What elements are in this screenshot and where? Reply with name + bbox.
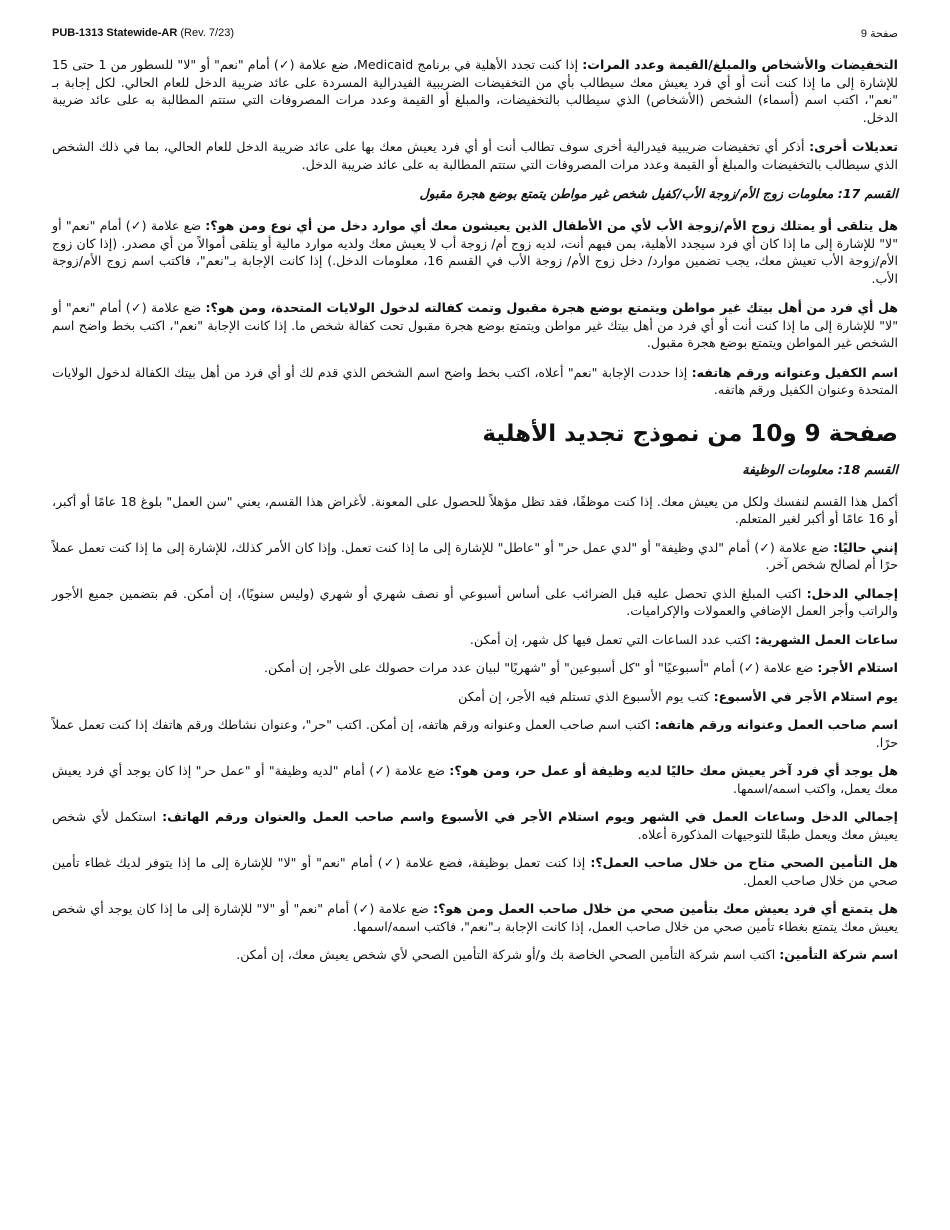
paragraph-current-status: إنني حاليًا: ضع علامة (✓) أمام "لدي وظيفة" أو "لدي عمل حر" أو "عاطل" للإشارة إلى ما إذا كنت تعمل. وإذا كان الأمر كذلك، للإشارة إلى ما إذا كنت تعمل عملاً حرًا أم لصالح شخص آخر. — [52, 539, 898, 572]
page-title: صفحة 9 و10 من نموذج تجديد الأهلية — [482, 420, 898, 447]
document-body — [52, 56, 898, 975]
paragraph-employer-info: اسم صاحب العمل وعنوانه ورقم هاتفه: اكتب اسم صاحب العمل وعنوانه ورقم هاتفه، إن أمكن. اكتب "حر"، وعنوان نشاطك ورقم هاتفك إذا كنت تعمل عملاً حرًا. — [52, 717, 898, 750]
paragraph-payday: يوم استلام الأجر في الأسبوع: كتب يوم الأسبوع الذي تستلم فيه الأجر، إن أمكن — [458, 688, 898, 704]
paragraph-sponsor-info: اسم الكفيل وعنوانه ورقم هاتفه: إذا حددت الإجابة "نعم" أعلاه، اكتب بخط واضح اسم الشخص الذي قدم لك أو أي فرد من أهل بيتك الكفالة لدخول الولايات المتحدة وعنوان الكفيل ورقم هاتفه. — [52, 364, 898, 397]
paragraph-employer-insurance: هل التأمين الصحي متاح من خلال صاحب العمل؟: إذا كنت تعمل بوظيفة، فضع علامة (✓) أمام "نعم" أو "لا" للإشارة إلى ما إذا يتوفر لديك غطاء تأمين صحي من خلال صاحب العمل. — [52, 855, 898, 888]
paragraph-insurance-company: اسم شركة التأمين: اكتب اسم شركة التأمين الصحي الخاصة بك و/أو شركة التأمين الصحي لأي شخص يعيش معك، إن أمكن. — [236, 947, 898, 962]
paragraph-others-income-details: إجمالي الدخل وساعات العمل في الشهر ويوم استلام الأجر في الأسبوع واسم صاحب العمل والعنوان ورقم الهاتف: استكمل لأي شخص يعيش معك ويعمل طبقًا للتوجيهات المذكورة أعلاه. — [52, 809, 899, 842]
paragraph-gross-income: إجمالي الدخل: اكتب المبلغ الذي تحصل عليه قبل الضرائب على أساس أسبوعي أو نصف شهري أو شهري (وليس سنويًا)، إن أمكن. قم بتضمين جميع الأجور والراتب وأجر العمل الإضافي والعمولات والإكراميات. — [52, 585, 899, 618]
page-header — [52, 27, 898, 45]
paragraph-stepparent-income: هل يتلقى أو يمتلك زوج الأم/زوجة الأب لأي من الأطفال الذين يعيشون معك أي موارد دخل من أي نوع ومن هو؟: ضع علامة (✓) أمام "نعم" أو "لا" للإشارة إلى ما إذا كان أي فرد سيجدد الأهلية، بمن فيهم أنت، لديه زوج أم/ زوجة أب لا يعيش معك ولديه موارد مالية أو يتلقى أموالاً من أي مصدر. (إذا كان زوج الأم/زوجة الأب تعيش معك، يجب تضمين موارد/ دخل زوج الأم/ زوجة الأب في القسم 16، معلومات الدخل.) إذا كانت الإجابة بـ"نعم"، فاكتب اسم زوج الأم/زوجة الأب. — [52, 218, 898, 286]
paragraph-sponsored-noncitizen: هل أي فرد من أهل بيتك غير مواطن ويتمتع بوضع هجرة مقبول وتمت كفالته لدخول الولايات المتحدة، ومن هو؟: ضع علامة (✓) أمام "نعم" أو "لا" للإشارة إلى ما إذا كنت أنت أو أي فرد من أهل بيتك غير مواطن ويتمتع بوضع هجرة مقبول تحت كفالة شخص ما. إذا كانت الإجابة "نعم"، اكتب بخط واضح اسم الشخص غير المواطن ويتمتع بوضع هجرة مقبول. — [52, 300, 898, 350]
paragraph-other-employed: هل يوجد أي فرد آخر يعيش معك حاليًا لديه وظيفة أو عمل حر، ومن هو؟: ضع علامة (✓) أمام "لديه وظيفة" أو "عمل حر" إذا كان يوجد أي فرد يعيش معك يعمل، واكتب اسمه/اسمها. — [52, 763, 898, 796]
paragraph-others-insurance: هل يتمتع أي فرد يعيش معك بتأمين صحي من خلال صاحب العمل ومن هو؟: ضع علامة (✓) أمام "نعم" أو "لا" للإشارة إلى ما إذا كان يوجد أي شخص يعيش معك يتمتع بغطاء تأمين صحي من خلال صاحب العمل، إذا كانت الإجابة بـ"نعم"، فاكتب اسمه/اسمها. — [52, 901, 898, 934]
document-code: PUB-1313 Statewide-AR (Rev. 7/23) — [52, 27, 234, 39]
page-number: صفحة 9 — [860, 28, 898, 40]
section-17-heading: القسم 17: معلومات زوج الأم/زوجة الأب/كفيل شخص غير مواطن يتمتع بوضع هجرة مقبول — [419, 186, 898, 201]
paragraph-other-adjustments: تعديلات أخرى: أذكر أي تخفيضات ضريبية فيدرالية أخرى سوف تطالب أنت أو أي فرد يعيش معك بها على عائد ضريبة الدخل للعام الحالي، بما في ذلك الشخص الذي سيطالب بالتخفيضات والمبلغ أو القيمة وعدد مرات المصروفات التي ستتم المطالبة به على عائد ضريبة الدخل. — [52, 139, 898, 172]
section-18-heading: القسم 18: معلومات الوظيفة — [742, 461, 898, 477]
paragraph-section-18-intro: أكمل هذا القسم لنفسك ولكل من يعيش معك. إذا كنت موظفًا، فقد تظل مؤهلاً للحصول على المعونة. لأغراض هذا القسم، يعني "سن العمل" بلوغ 18 عامًا أو أكبر، أو 16 عامًا أو أكبر لغير المتعلم. — [52, 493, 898, 526]
paragraph-pay-frequency: استلام الأجر: ضع علامة (✓) أمام "أسبوعيًا" أو "كل أسبوعين" أو "شهريًا" لبيان عدد مرات حصولك على الأجر، إن أمكن. — [264, 660, 898, 675]
paragraph-monthly-hours: ساعات العمل الشهرية: اكتب عدد الساعات التي تعمل فيها كل شهر، إن أمكن. — [469, 631, 898, 647]
paragraph-deductions: التخفيضات والأشخاص والمبلغ/القيمة وعدد المرات: إذا كنت تجدد الأهلية في برنامج Medicaid، ضع علامة (✓) أمام "نعم" أو "لا" للسطور من 1 حتى 15 للإشارة إلى ما إذا كنت أنت أو أي فرد يعيش معك سيطالب بأي من التخفيضات الضريبية الفيدرالية المسردة على عائد ضريبة الدخل للعام الحالي. لكل إجابة بـ "نعم"، اكتب اسم (أسماء) الشخص (الأشخاص) الذي سيطالب بالتخفيضات، والمبلغ أو القيمة وعدد مرات المصروفات التي ستتم المطالبة به على عائد ضريبة الدخل. — [52, 57, 898, 125]
